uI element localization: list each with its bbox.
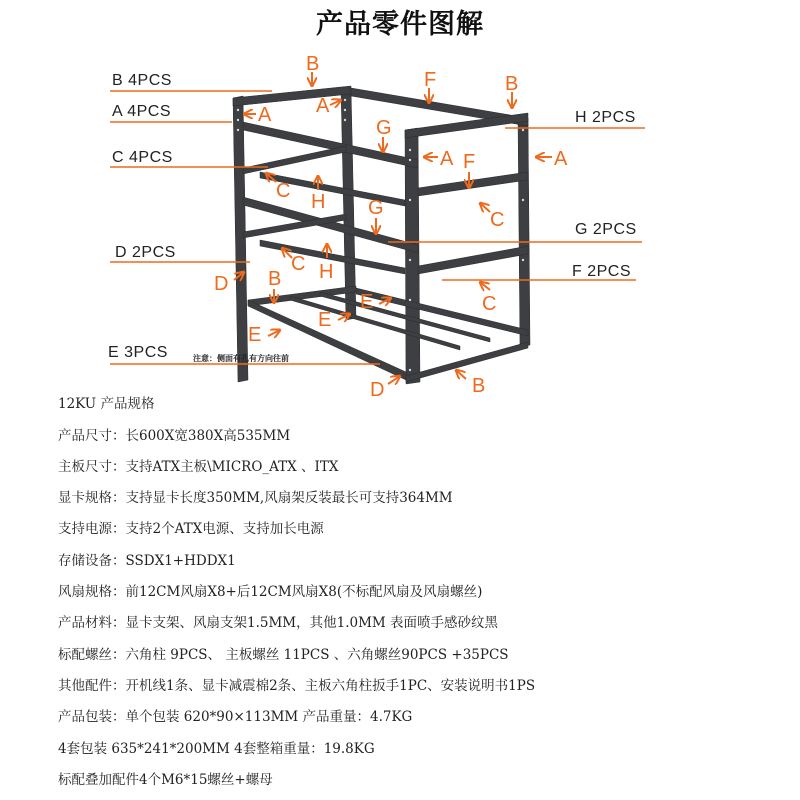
svg-text:A: A: [258, 104, 272, 126]
svg-text:A: A: [554, 148, 568, 170]
svg-text:E: E: [360, 291, 374, 313]
part-label-g: G 2PCS: [575, 221, 637, 238]
spec-line: 产品尺寸：长600X宽380X高535MM: [58, 428, 291, 444]
part-label-b: B 4PCS: [112, 72, 172, 89]
svg-text:A: A: [316, 95, 330, 117]
assembly-note: 注意：侧面有孔有方向往前: [193, 354, 289, 363]
svg-text:B: B: [472, 375, 486, 397]
svg-text:A: A: [440, 148, 454, 170]
svg-text:D: D: [370, 379, 385, 400]
spec-line: 标配螺丝：六角柱 9PCS、 主板螺丝 11PCS 、六角螺丝90PCS +35PCS: [58, 647, 509, 663]
spec-line: 主板尺寸：支持ATX主板\MICRO_ATX 、ITX: [58, 459, 339, 475]
spec-line: 产品材料：显卡支架、风扇支架1.5MM，其他1.0MM 表面喷手感砂纹黑: [58, 615, 499, 631]
svg-text:B: B: [268, 268, 282, 290]
svg-text:H: H: [311, 191, 326, 213]
spec-line: 存储设备：SSDX1+HDDX1: [58, 553, 236, 569]
svg-text:F: F: [424, 69, 437, 91]
spec-line: 产品包装：单个包装 620*90×113MM 产品重量：4.7KG: [58, 709, 413, 725]
svg-text:E: E: [248, 324, 262, 346]
svg-text:E: E: [318, 309, 332, 331]
svg-text:B: B: [505, 73, 519, 95]
part-label-a: A 4PCS: [112, 103, 172, 120]
part-label-e: E 3PCS: [108, 344, 168, 361]
spec-line: 其他配件：开机线1条、显卡减震棉2条、主板六角柱扳手1PC、安装说明书1PS: [58, 678, 536, 694]
svg-text:C: C: [291, 253, 306, 275]
part-label-h: H 2PCS: [575, 109, 636, 126]
svg-text:C: C: [490, 209, 505, 231]
svg-text:G: G: [376, 117, 392, 139]
svg-text:B: B: [306, 53, 320, 75]
svg-text:C: C: [482, 293, 497, 315]
part-label-d: D 2PCS: [115, 244, 176, 261]
spec-line: 风扇规格：前12CM风扇X8+后12CM风扇X8(不标配风扇及风扇螺丝): [58, 584, 483, 600]
spec-heading: 12KU 产品规格: [58, 396, 155, 412]
svg-text:D: D: [214, 273, 229, 295]
part-label-f: F 2PCS: [572, 263, 632, 280]
spec-line: 支持电源：支持2个ATX电源、支持加长电源: [58, 521, 324, 537]
spec-line: 标配叠加配件4个M6*15螺丝+螺母: [58, 772, 273, 788]
svg-text:C: C: [276, 180, 291, 202]
spec-line: 4套包装 635*241*200MM 4套整箱重量：19.8KG: [58, 741, 375, 757]
spec-line: 显卡规格：支持显卡长度350MM,风扇架反装最长可支持364MM: [58, 490, 453, 506]
svg-text:F: F: [463, 151, 476, 173]
part-label-c: C 4PCS: [112, 149, 173, 166]
svg-text:H: H: [319, 261, 334, 283]
svg-text:G: G: [368, 197, 384, 219]
page-title: 产品零件图解: [316, 9, 484, 40]
